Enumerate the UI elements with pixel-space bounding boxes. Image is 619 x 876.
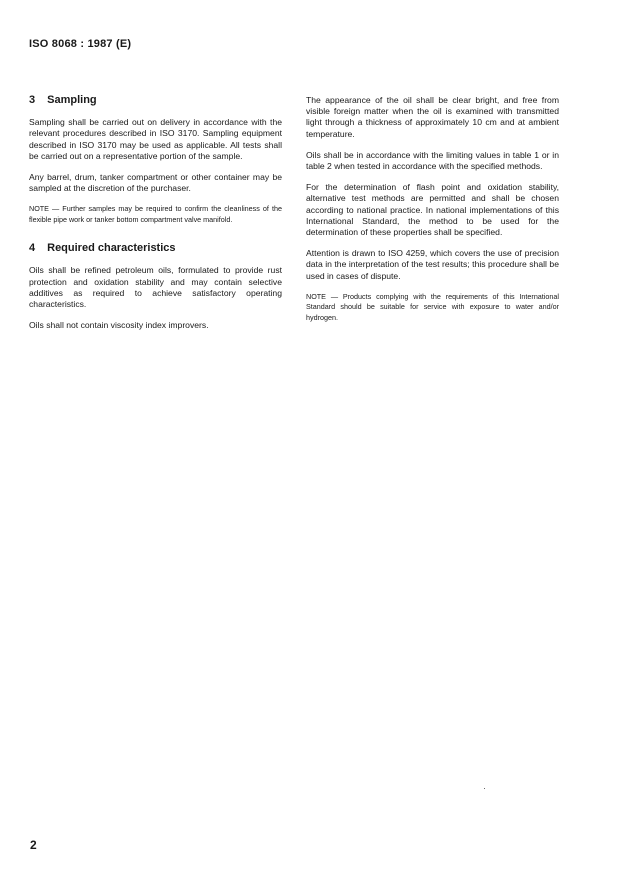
test-methods-paragraph: For the determination of flash point and oxidation stability, alternative test methods are permitted and shall be chosen according to national practice. In national implementations of this International Standard, the method to be used for the determination of these properties shall be specified. — [306, 182, 559, 238]
document-header: ISO 8068 : 1987 (E) — [29, 38, 132, 50]
precision-paragraph: Attention is drawn to ISO 4259, which covers the use of precision data in the interpretation of the test results; this procedure shall be used in cases of dispute. — [306, 248, 559, 281]
products-note: NOTE — Products complying with the requirements of this International Standard should be suitable for service with exposure to water and/or hydrogen. — [306, 291, 559, 322]
limiting-values-paragraph: Oils shall be in accordance with the limiting values in table 1 or in table 2 when tested in accordance with the specified methods. — [306, 149, 559, 172]
sampling-paragraph-1: Sampling shall be carried out on delivery in accordance with the relevant procedures described in ISO 3170. Sampling equipment described in ISO 3170 may be used as applicable. All tests shall be carried out on a representative portion of the sample. — [29, 117, 282, 161]
sampling-paragraph-2: Any barrel, drum, tanker compartment or other container may be sampled at the discretion of the purchaser. — [29, 172, 282, 194]
sampling-note: NOTE — Further samples may be required to confirm the cleanliness of the flexible pipe work or tanker bottom compartment valve manifold. — [29, 204, 282, 224]
section-3-title: Sampling — [47, 94, 97, 106]
right-column — [306, 95, 559, 333]
section-3-number: 3 — [29, 94, 36, 106]
scan-speck — [484, 788, 485, 789]
left-column — [29, 95, 282, 341]
section-4-title: Required characteristics — [47, 242, 176, 255]
appearance-paragraph: The appearance of the oil shall be clear bright, and free from visible foreign matter when the oil is examined with transmitted light through a thickness of approximately 10 cm and at ambient temperature. — [306, 95, 559, 139]
characteristics-paragraph-1: Oils shall be refined petroleum oils, formulated to provide rust protection and oxidation stability and may contain selective additives as required to achieve satisfactory operating characteristics. — [29, 265, 282, 310]
section-4-number: 4 — [29, 242, 36, 255]
characteristics-paragraph-2: Oils shall not contain viscosity index improvers. — [29, 320, 209, 331]
section-4-heading — [29, 243, 282, 254]
page-number: 2 — [30, 838, 37, 852]
section-3-heading — [29, 95, 282, 106]
